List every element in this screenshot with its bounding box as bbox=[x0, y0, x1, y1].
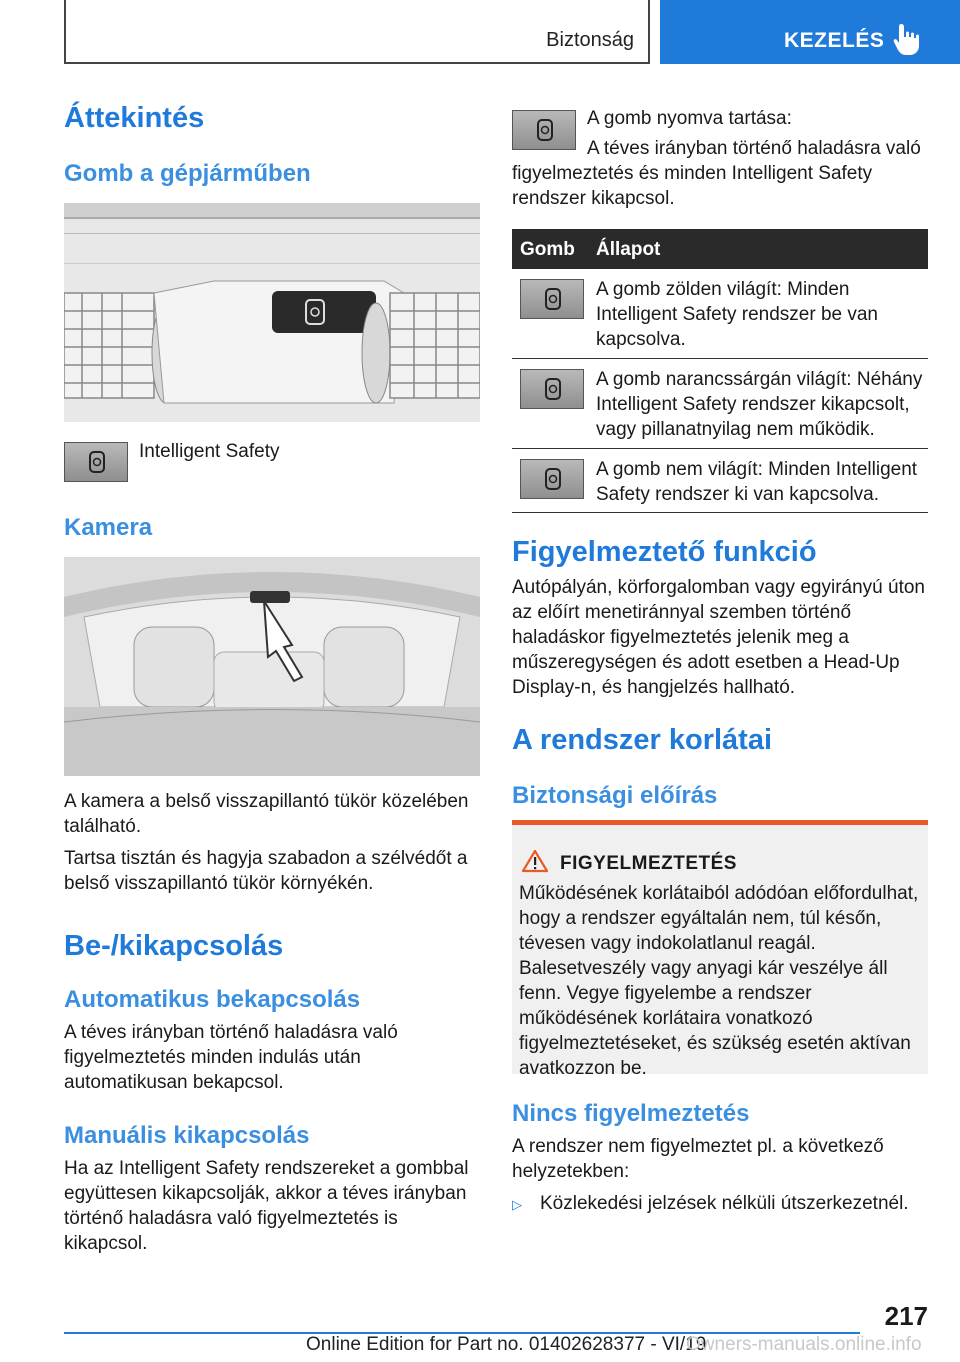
section-title: Biztonság bbox=[546, 29, 634, 51]
no-warning-heading: Nincs figyelmeztetés bbox=[512, 1100, 750, 1127]
table-row bbox=[512, 359, 928, 449]
watermark: Owners-manuals.online.info bbox=[686, 1334, 922, 1355]
table-row bbox=[512, 449, 928, 513]
column-header-state: Állapot bbox=[596, 239, 661, 260]
bullet-triangle-icon: ▷ bbox=[512, 1197, 522, 1212]
page-header bbox=[0, 0, 960, 66]
warning-title: FIGYELMEZTETÉS bbox=[560, 853, 737, 874]
button-orange-icon bbox=[520, 369, 584, 409]
camera-heading: Kamera bbox=[64, 514, 153, 541]
camera-location-photo bbox=[64, 557, 480, 776]
page-number: 217 bbox=[884, 1301, 928, 1331]
column-header-button: Gomb bbox=[520, 239, 575, 260]
hold-button-text: A téves irányban történő haladásra való figyelmeztetés és minden Intelligent Safety rendszer kikapcsol. bbox=[512, 138, 921, 209]
intelligent-safety-button-icon bbox=[64, 442, 128, 482]
table-row bbox=[512, 269, 928, 359]
manual-off-heading: Manuális kikapcsolás bbox=[64, 1122, 310, 1149]
button-in-vehicle-heading: Gomb a gépjárműben bbox=[64, 160, 311, 187]
dashboard-button-photo bbox=[64, 203, 480, 422]
hand-pointer-icon bbox=[892, 22, 924, 56]
warning-function-heading: Figyelmeztető funkció bbox=[512, 536, 817, 568]
system-limits-heading: A rendszer korlátai bbox=[512, 724, 773, 756]
overview-heading: Áttekintés bbox=[64, 102, 205, 134]
auto-on-text: A téves irányban történő haladásra való figyelmeztetés minden indulás után automatikusan bekapcsol. bbox=[64, 1022, 398, 1093]
warning-triangle-icon bbox=[522, 849, 548, 873]
edition-text: Online Edition for Part no. 01402628377 - VI/19 bbox=[306, 1334, 707, 1355]
bullet-item: Közlekedési jelzések nélküli útszerkezetnél. bbox=[540, 1193, 909, 1214]
warning-box bbox=[512, 820, 928, 1079]
table-header bbox=[512, 229, 928, 269]
button-green-icon bbox=[520, 279, 584, 319]
safety-note-heading: Biztonsági előírás bbox=[512, 782, 718, 809]
chapter-title: KEZELÉS bbox=[784, 29, 885, 52]
state-green-text: A gomb zölden világít: Minden Intelligent Safety rendszer be van kapcsolva. bbox=[596, 279, 879, 350]
manual-off-text: Ha az Intelligent Safety rendszereket a gombbal együttesen kikapcsolják, akkor a téves irányban történő haladásra való figyelmeztetés is kikapcsol. bbox=[64, 1158, 469, 1254]
button-caption: Intelligent Safety bbox=[139, 441, 280, 462]
state-orange-text: A gomb narancssárgán világít: Néhány Intelligent Safety rendszer kikapcsolt, vagy pillanatnyilag nem működik. bbox=[596, 369, 923, 440]
warning-text: Működésének korlátaiból adódóan előfordulhat, hogy a rendszer egyáltalán nem, túl későn, tévesen vagy indokolatlanul reagál. Balesetveszély vagy anyagi kár veszélye áll fenn. Vegye figyelembe a rendszer működésének korlátaira vonatkozó figyelmeztetéseket, és szükség esetén aktívan avatkozzon be. bbox=[519, 883, 919, 1079]
section-tab bbox=[64, 0, 650, 64]
button-off-icon bbox=[520, 459, 584, 499]
warning-function-text: Autópályán, körforgalomban vagy egyirányú úton az előírt menetiránnyal szemben történő haladáskor figyelmeztetés jelenik meg a műszeregységen és adott esetben a Head-Up Display-n, és hangjelzés hallható. bbox=[512, 577, 925, 698]
hold-button-label: A gomb nyomva tartása: bbox=[587, 108, 792, 129]
state-off-text: A gomb nem világít: Minden Intelligent Safety rendszer ki van kapcsolva. bbox=[596, 459, 918, 505]
chapter-tab bbox=[660, 0, 960, 64]
camera-location-text: A kamera a belső visszapillantó tükör közelében található. bbox=[64, 791, 469, 837]
auto-on-heading: Automatikus bekapcsolás bbox=[64, 986, 361, 1013]
on-off-heading: Be-/kikapcsolás bbox=[64, 930, 284, 962]
camera-clean-text: Tartsa tisztán és hagyja szabadon a szélvédőt a belső visszapillantó tükör környékén. bbox=[64, 848, 468, 894]
no-warning-text: A rendszer nem figyelmeztet pl. a következő helyzetekben: bbox=[512, 1136, 884, 1182]
